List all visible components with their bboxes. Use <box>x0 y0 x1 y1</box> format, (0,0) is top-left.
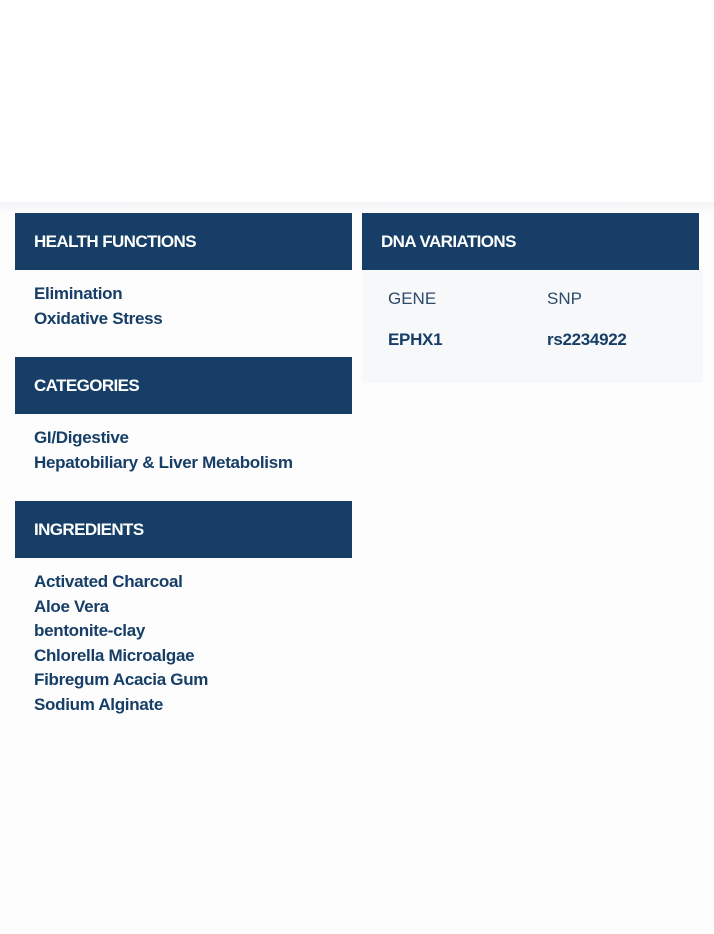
health-functions-header <box>15 213 352 270</box>
snp-column-header: SNP <box>547 289 582 308</box>
left-column <box>15 213 352 728</box>
right-column <box>362 213 699 383</box>
ingredient-item[interactable]: Chlorella Microalgae <box>34 645 195 665</box>
categories-list <box>15 414 352 501</box>
categories-title: CATEGORIES <box>34 375 140 395</box>
ingredients-list <box>15 558 352 728</box>
health-function-item[interactable]: Elimination <box>34 284 123 303</box>
ingredient-item[interactable]: Fibregum Acacia Gum <box>34 670 209 689</box>
dna-variations-title: DNA VARIATIONS <box>381 231 516 251</box>
table-row <box>388 328 703 352</box>
snp-cell[interactable]: rs2234922 <box>547 330 627 349</box>
ingredients-header <box>15 501 352 558</box>
gene-cell[interactable]: EPHX1 <box>388 330 443 349</box>
health-functions-list <box>15 270 352 357</box>
ingredient-item[interactable]: bentonite-clay <box>34 621 146 640</box>
health-functions-title: HEALTH FUNCTIONS <box>34 231 196 251</box>
categories-header <box>15 357 352 414</box>
gene-column-header: GENE <box>388 289 437 308</box>
top-divider-shadow <box>0 202 714 212</box>
health-function-item[interactable]: Oxidative Stress <box>34 308 163 328</box>
dna-variations-table <box>362 270 703 383</box>
dna-variations-header <box>362 213 699 270</box>
top-blank-area <box>0 0 714 202</box>
ingredient-item[interactable]: Activated Charcoal <box>34 572 183 591</box>
dna-table-header-row <box>388 287 703 311</box>
ingredient-item[interactable]: Aloe Vera <box>34 596 109 616</box>
category-item[interactable]: Hepatobiliary & Liver Metabolism <box>34 452 293 472</box>
category-item[interactable]: GI/Digestive <box>34 428 129 447</box>
ingredients-title: INGREDIENTS <box>34 519 144 539</box>
ingredient-item[interactable]: Sodium Alginate <box>34 694 163 714</box>
